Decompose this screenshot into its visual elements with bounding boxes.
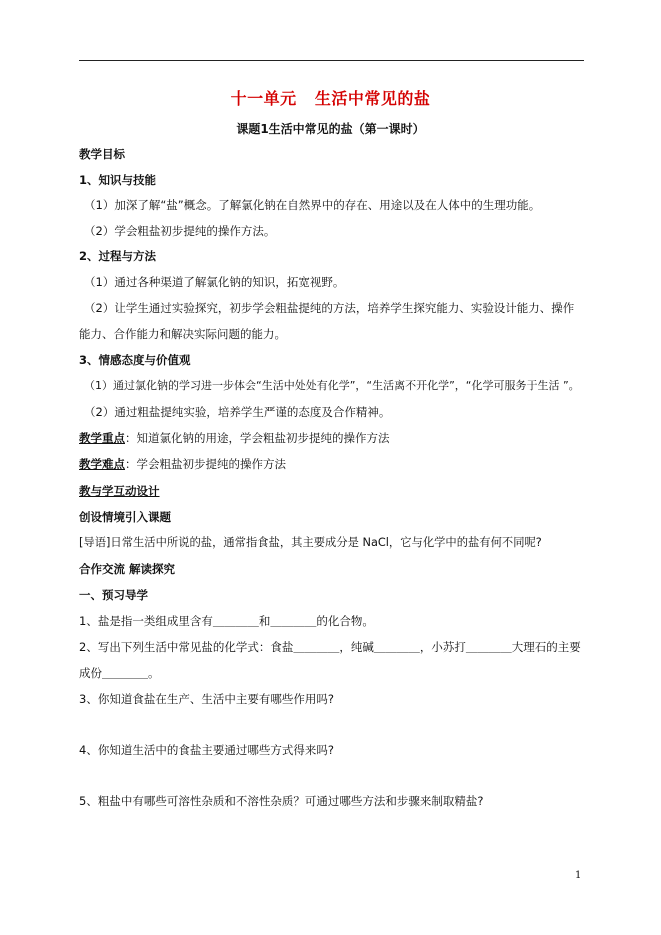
cooperation-heading: 合作交流 解读探究 [79,562,176,576]
page-title: 十一单元 生活中常见的盐 [230,89,431,108]
question-3: 3、你知道食盐在生产、生活中主要有哪些作用吗? [79,692,334,706]
page-number: 1 [575,870,582,881]
goal1-item2: （2）学会粗盐初步提纯的操作方法。 [84,224,276,238]
goal3-heading: 3、情感态度与价值观 [79,353,191,367]
key-point-text: ：知道氯化钠的用途，学会粗盐初步提纯的操作方法 [125,431,390,445]
scenario-heading: 创设情境引入课题 [79,510,171,524]
goal1-item1: （1）加深了解“盐”概念。了解氯化钠在自然界中的存在、用途以及在人体中的生理功能。 [84,198,541,212]
question-2-line1: 2、写出下列生活中常见盐的化学式：食盐＿＿＿＿，纯碱＿＿＿＿，小苏打＿＿＿＿大理石的主要 [79,640,581,654]
difficulty-text: ：学会粗盐初步提纯的操作方法 [125,457,286,471]
interaction-heading: 教与学互动设计 [79,484,160,498]
question-1: 1、盐是指一类组成里含有＿＿＿＿和＿＿＿＿的化合物。 [79,614,374,628]
difficulty-label: 教学难点 [79,457,125,471]
goal2-item2-line2: 能力、合作能力和解决实际问题的能力。 [79,327,286,341]
goal3-item1: （1）通过氯化钠的学习进一步体会“生活中处处有化学”，“生活离不开化学”，“化学可服务于生活 ”。 [84,379,580,392]
question-5: 5、粗盐中有哪些可溶性杂质和不溶性杂质？可通过哪些方法和步骤来制取精盐? [79,794,484,808]
preview-heading: 一、预习导学 [79,588,148,602]
difficulty-point [79,456,286,472]
goals-heading: 教学目标 [79,147,125,161]
goal1-heading: 1、知识与技能 [79,173,157,187]
lesson-subtitle: 课题1生活中常见的盐（第一课时） [236,122,425,136]
question-2-line2: 成份＿＿＿＿。 [79,666,160,680]
key-point [79,430,390,446]
goal3-item2: （2）通过粗盐提纯实验，培养学生严谨的态度及合作精神。 [84,405,391,419]
key-point-label: 教学重点 [79,431,125,445]
header-rule [79,60,584,61]
goal2-item1: （1）通过各种渠道了解氯化钠的知识，拓宽视野。 [84,275,345,289]
goal2-item2-line1: （2）让学生通过实验探究，初步学会粗盐提纯的方法，培养学生探究能力、实验设计能力、操作 [84,301,575,315]
goal2-heading: 2、过程与方法 [79,249,157,263]
guide-text: [导语]日常生活中所说的盐，通常指食盐，其主要成分是 NaCl，它与化学中的盐有何不同呢? [79,536,542,549]
question-4: 4、你知道生活中的食盐主要通过哪些方式得来吗? [79,743,334,757]
